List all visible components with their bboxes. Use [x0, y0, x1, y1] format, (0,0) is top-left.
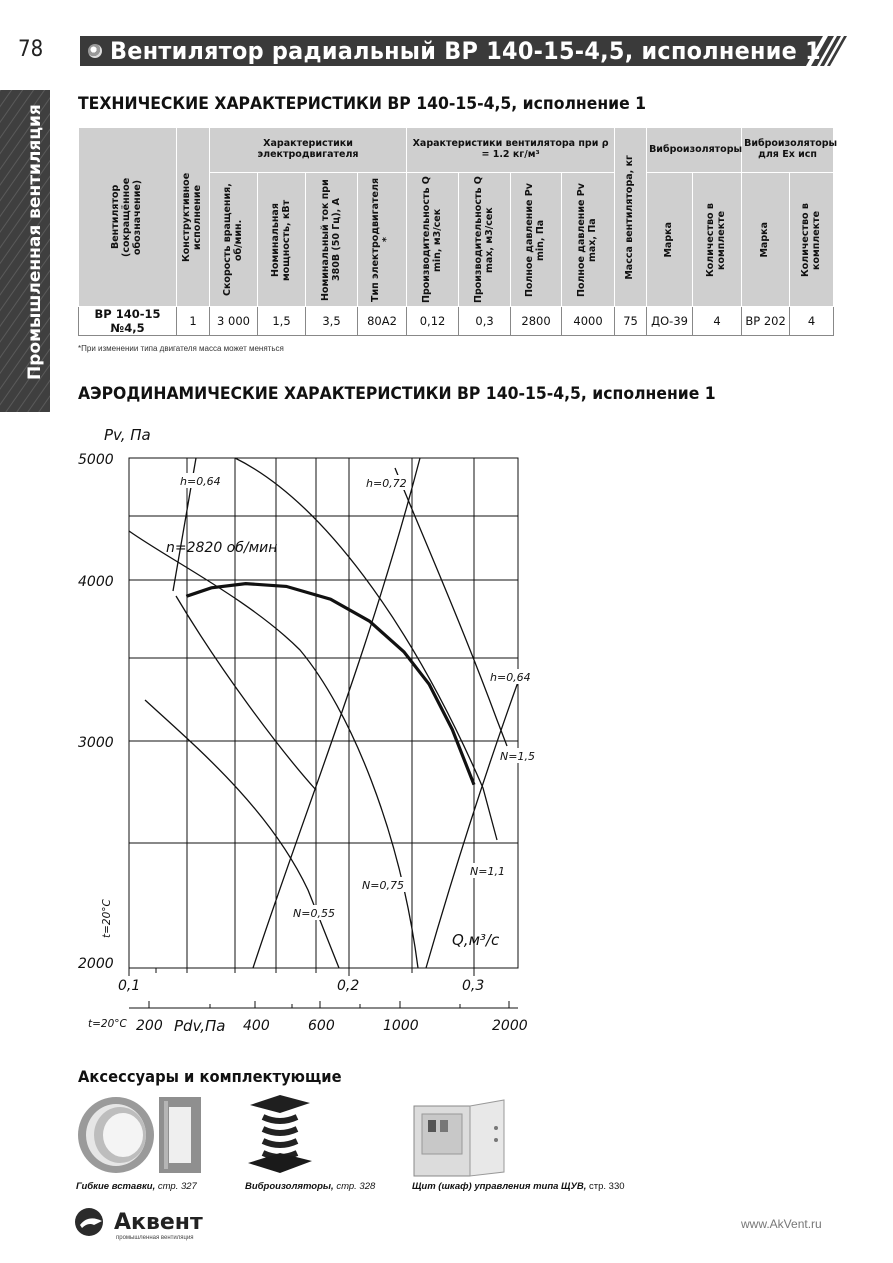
table-row — [79, 307, 834, 336]
aero-chart — [60, 420, 550, 1040]
table-cell: 80А2 — [358, 307, 407, 336]
col-speed: Скорость вращения, об/мин. — [210, 173, 258, 307]
col-fan: Вентилятор (сокращённое обозначение) — [79, 128, 177, 307]
logo-icon — [72, 1207, 110, 1237]
col-group-fan: Характеристики вентилятора при ρ = 1.2 кг/м³ — [407, 128, 615, 173]
caption-vibro-isolator: Виброизоляторы, стр. 328 — [245, 1181, 376, 1192]
pdv-tick-label: 200 — [136, 1018, 163, 1034]
pdv-tick-label: 600 — [308, 1018, 335, 1034]
table-cell: 1 — [177, 307, 210, 336]
y-axis-label: Pv, Па — [104, 426, 151, 444]
power-label: N=1,1 — [470, 865, 505, 878]
x-tick-label: 0,3 — [462, 978, 485, 994]
col-q-min: Производительность Q min, м3/сек — [407, 173, 459, 307]
col-group-vibro-ex: Виброизоляторы для Ex исп — [742, 128, 834, 173]
series-line-main — [186, 584, 474, 785]
spec-table — [78, 127, 838, 336]
pdv-axis-label: Pdv,Па — [174, 1017, 226, 1035]
power-label: N=1,5 — [500, 750, 535, 763]
col-power: Номинальная мощность, кВт — [258, 173, 306, 307]
col-brand: Марка — [647, 173, 693, 307]
efficiency-lines — [173, 458, 518, 968]
efficiency-label: h=0,72 — [366, 477, 407, 490]
table-cell: 0,3 — [459, 307, 511, 336]
logo-text: Аквент — [114, 1210, 203, 1235]
power-label: N=0,75 — [362, 879, 404, 892]
pdv-tick-label: 2000 — [492, 1018, 528, 1034]
col-current: Номинальный ток при 380В (50 Гц), А — [306, 173, 358, 307]
power-lines — [129, 458, 507, 968]
bullet-icon — [88, 44, 102, 58]
speed-label: n=2820 об/мин — [166, 540, 278, 556]
table-cell: 4 — [693, 307, 742, 336]
caption-flexible-insert: Гибкие вставки, стр. 327 — [76, 1181, 197, 1192]
temp-label: t=20°C — [101, 899, 113, 938]
pdv-tick-label: 400 — [243, 1018, 270, 1034]
website-link[interactable]: www.AkVent.ru — [741, 1217, 822, 1231]
table-cell: 2800 — [511, 307, 562, 336]
y-tick-label: 2000 — [78, 956, 114, 972]
col-mass: Масса вентилятора, кг — [615, 128, 647, 307]
side-tab-label: Промышленная вентиляция — [25, 104, 45, 380]
vibro-isolator-image — [245, 1093, 315, 1177]
aero-section-title: АЭРОДИНАМИЧЕСКИЕ ХАРАКТЕРИСТИКИ ВР 140-15-4,5, исполнение 1 — [78, 384, 716, 404]
power-label: N=0,55 — [293, 907, 335, 920]
table-cell: ДО-39 — [647, 307, 693, 336]
col-group-vibro: Виброизоляторы — [647, 128, 742, 173]
col-pv-min: Полное давление Pv min, Па — [511, 173, 562, 307]
table-cell: 4000 — [562, 307, 615, 336]
col-qty: Количество в комплекте — [693, 173, 742, 307]
efficiency-label: h=0,64 — [490, 671, 531, 684]
efficiency-label: h=0,64 — [180, 475, 221, 488]
y-tick-label: 4000 — [78, 574, 114, 590]
accessories-title: Аксессуары и комплектующие — [78, 1067, 342, 1086]
col-group-motor: Характеристики электродвигателя — [210, 128, 407, 173]
table-cell: 3,5 — [306, 307, 358, 336]
caption-control-cabinet: Щит (шкаф) управления типа ЩУВ, стр. 330 — [412, 1181, 625, 1192]
control-cabinet-image — [412, 1098, 512, 1178]
table-cell: ВР 202 — [742, 307, 790, 336]
table-cell: 4 — [790, 307, 834, 336]
logo-subtitle: промышленная вентиляция — [116, 1235, 194, 1241]
table-cell: 0,12 — [407, 307, 459, 336]
col-construction: Конструктивное исполнение — [177, 128, 210, 307]
y-tick-label: 5000 — [78, 452, 114, 468]
col-qty-ex: Количество в комплекте — [790, 173, 834, 307]
table-cell: ВР 140-15 №4,5 — [79, 307, 177, 336]
col-brand-ex: Марка — [742, 173, 790, 307]
x-tick-label: 0,2 — [337, 978, 360, 994]
x-axis-label: Q,м³/с — [452, 931, 500, 949]
page-title: Вентилятор радиальный ВР 140-15-4,5, исполнение 1 — [110, 37, 821, 65]
tech-section-title: ТЕХНИЧЕСКИЕ ХАРАКТЕРИСТИКИ ВР 140-15-4,5, исполнение 1 — [78, 94, 647, 114]
table-cell: 75 — [615, 307, 647, 336]
temp-label-bottom: t=20°C — [88, 1018, 127, 1030]
page-number: 78 — [18, 37, 44, 62]
col-motor-type: Тип электродвигателя * — [358, 173, 407, 307]
table-cell: 3 000 — [210, 307, 258, 336]
flexible-insert-image — [76, 1093, 206, 1177]
footnote: *При изменении типа двигателя масса может меняться — [78, 344, 284, 353]
y-tick-label: 3000 — [78, 735, 114, 751]
col-q-max: Производительность Q max, м3/сек — [459, 173, 511, 307]
col-pv-max: Полное давление Pv max, Па — [562, 173, 615, 307]
table-cell: 1,5 — [258, 307, 306, 336]
x-tick-label: 0,1 — [118, 978, 141, 994]
pdv-tick-label: 1000 — [383, 1018, 419, 1034]
